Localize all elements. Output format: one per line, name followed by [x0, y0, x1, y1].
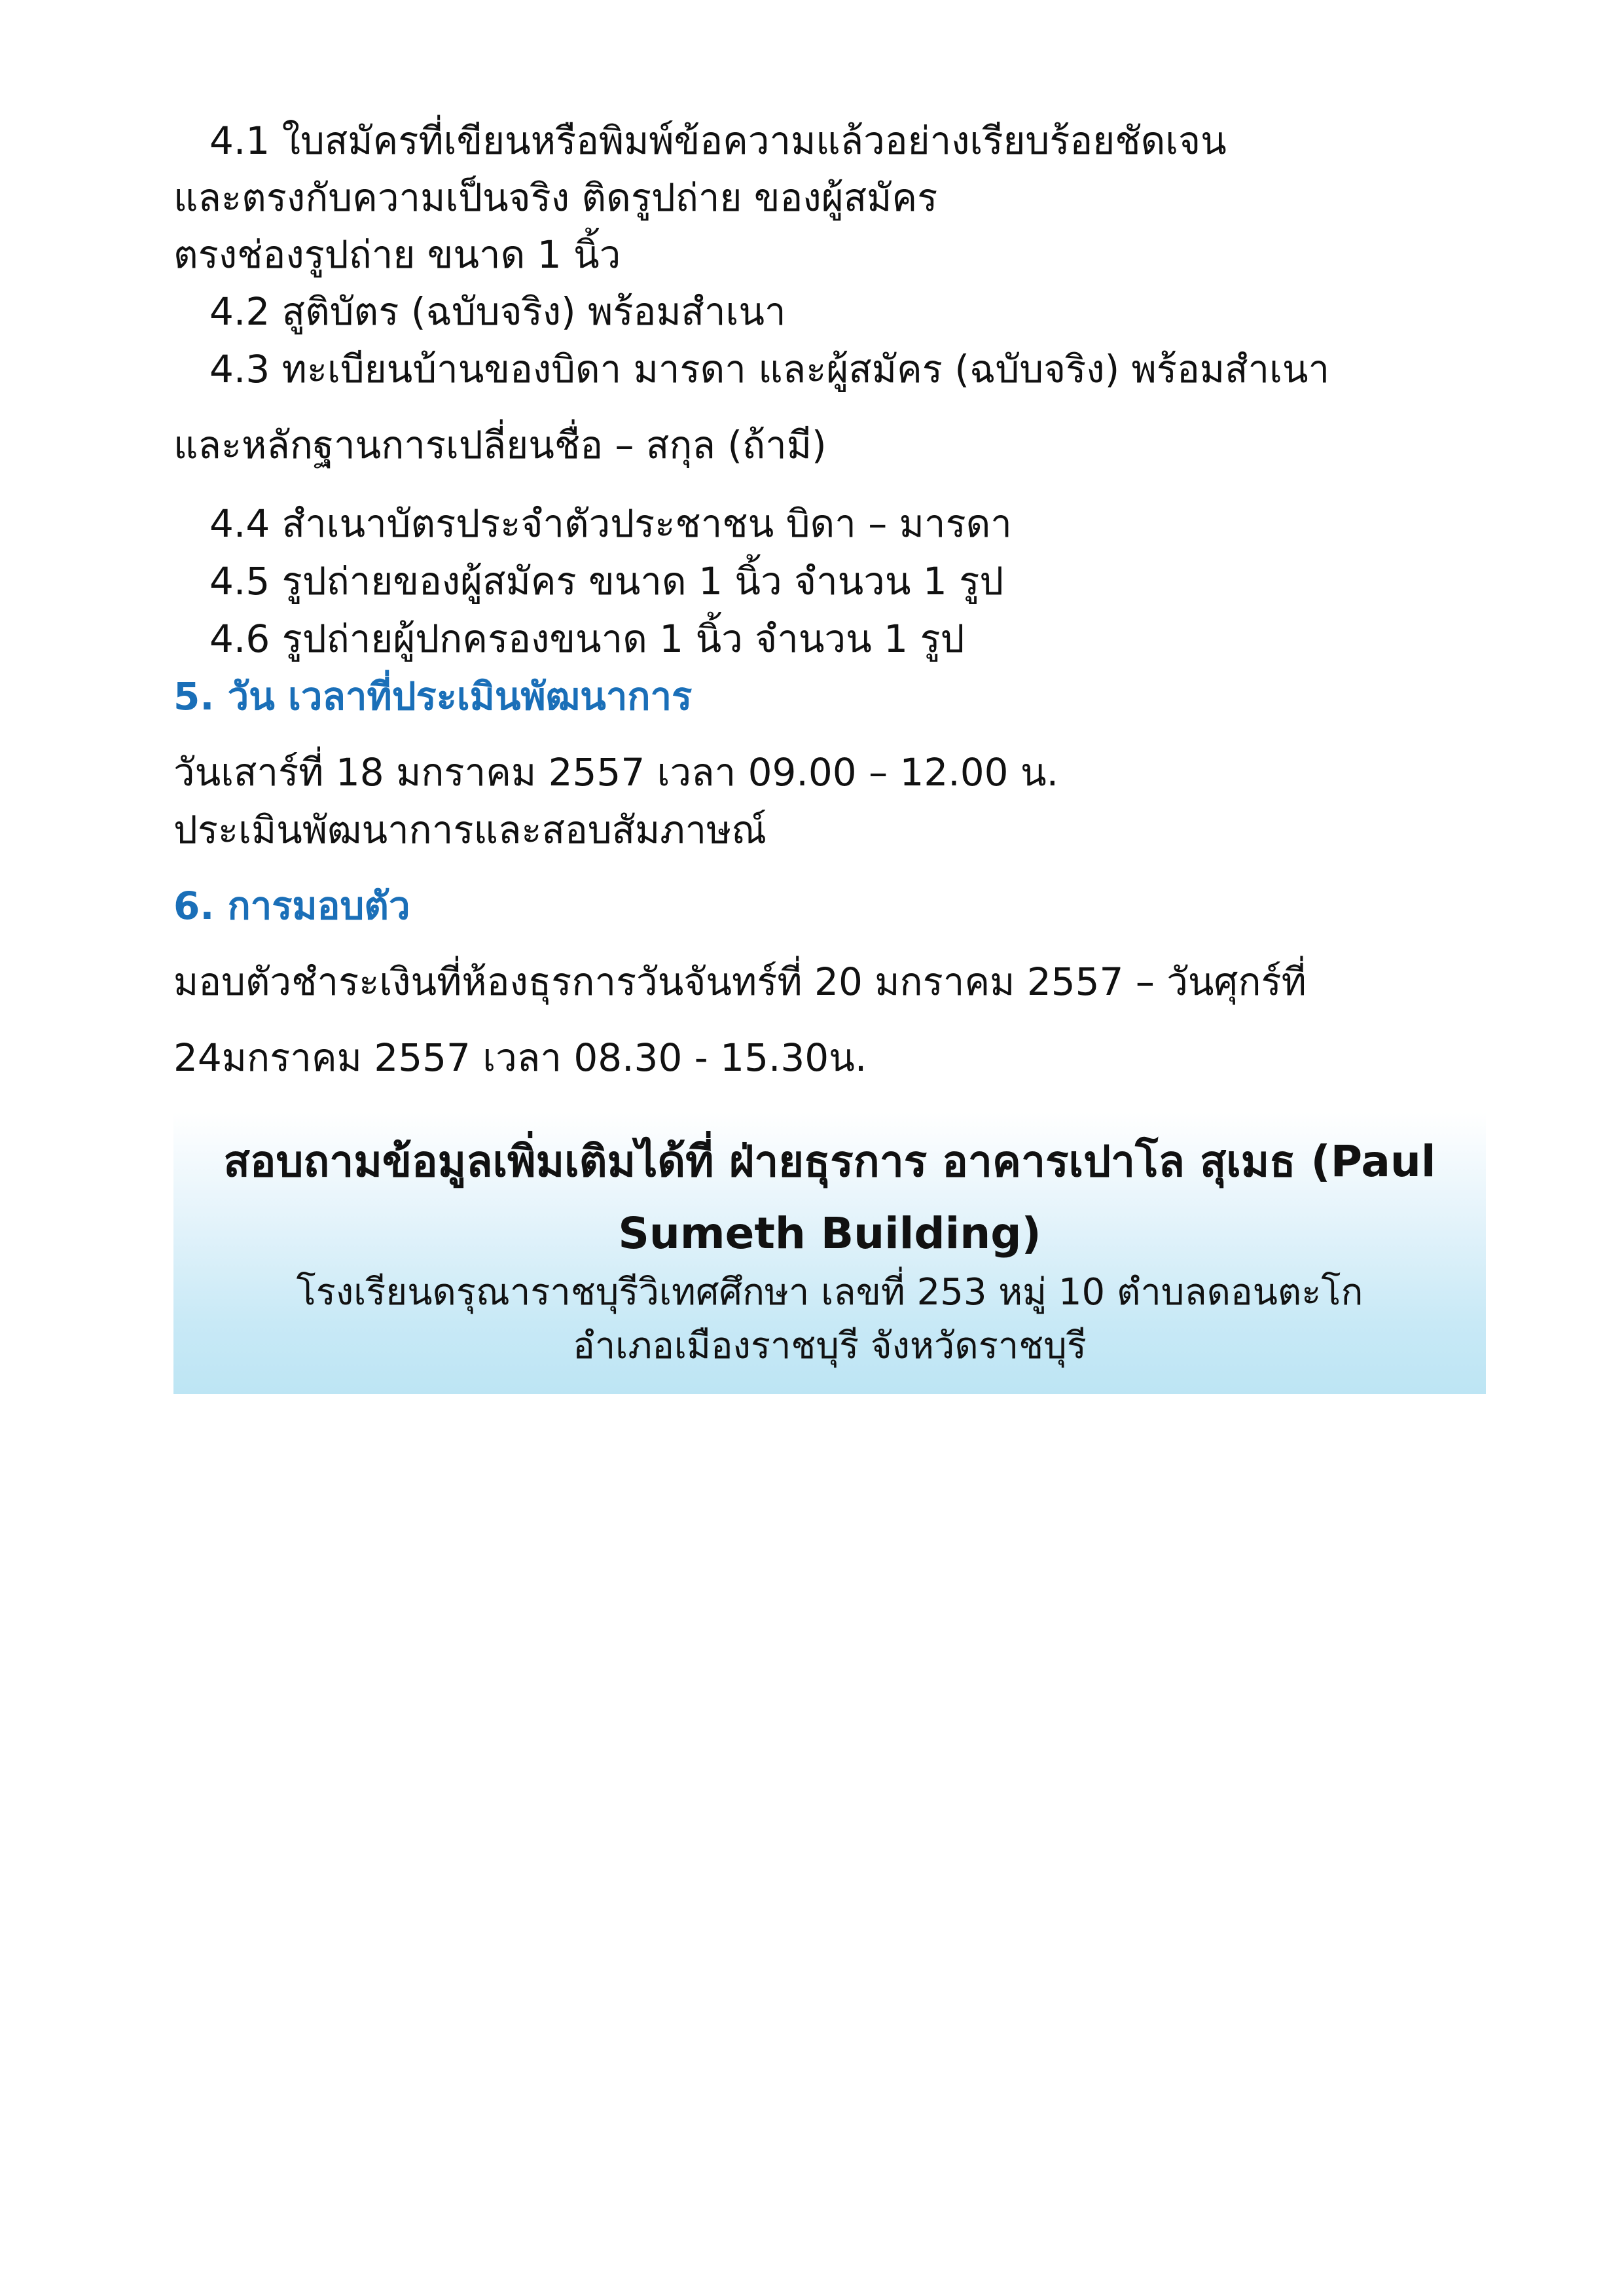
- item-4-4: 4.4 สำเนาบัตรประจำตัวประชาชน บิดา – มารดา: [209, 501, 1012, 546]
- contact-title-line-2: Sumeth Building): [618, 1208, 1041, 1259]
- item-4-1-continuation-1: และตรงกับความเป็นจริง ติดรูปถ่าย ของผู้สมัคร: [173, 175, 938, 220]
- item-4-1-continuation-2: ตรงช่องรูปถ่าย ขนาด 1 นิ้ว: [173, 232, 621, 277]
- contact-address-line-1: โรงเรียนดรุณาราชบุรีวิเทศศึกษา เลขที่ 253 หมู่ 10 ตำบลดอนตะโก: [296, 1271, 1363, 1314]
- contact-info-box: [173, 1113, 1486, 1394]
- item-4-3-continuation: และหลักฐานการเปลี่ยนชื่อ – สกุล (ถ้ามี): [173, 423, 827, 467]
- section-6-line-1: มอบตัวชำระเงินที่ห้องธุรการวันจันทร์ที่ 20 มกราคม 2557 – วันศุกร์ที่: [173, 960, 1307, 1004]
- section-6-line-2: 24มกราคม 2557 เวลา 08.30 - 15.30น.: [173, 1035, 867, 1080]
- item-4-1: 4.1 ใบสมัครที่เขียนหรือพิมพ์ข้อความแล้วอย่างเรียบร้อยชัดเจน: [209, 118, 1227, 163]
- section-5-line-1: วันเสาร์ที่ 18 มกราคม 2557 เวลา 09.00 – 12.00 น.: [173, 750, 1059, 795]
- contact-address-line-2: อำเภอเมืองราชบุรี จังหวัดราชบุรี: [573, 1325, 1087, 1367]
- contact-title-line-1: สอบถามข้อมูลเพิ่มเติมได้ที่ ฝ่ายธุรการ อาคารเปาโล สุเมธ (Paul: [223, 1136, 1436, 1187]
- item-4-3: 4.3 ทะเบียนบ้านของบิดา มารดา และผู้สมัคร (ฉบับจริง) พร้อมสำเนา: [209, 347, 1330, 391]
- section-5-line-2: ประเมินพัฒนาการและสอบสัมภาษณ์: [173, 808, 767, 852]
- section-5-heading: 5. วัน เวลาที่ประเมินพัฒนาการ: [173, 674, 693, 719]
- item-4-6: 4.6 รูปถ่ายผู้ปกครองขนาด 1 นิ้ว จำนวน 1 รูป: [209, 617, 965, 661]
- section-6-heading: 6. การมอบตัว: [173, 884, 410, 928]
- item-4-2: 4.2 สูติบัตร (ฉบับจริง) พร้อมสำเนา: [209, 289, 786, 334]
- item-4-5: 4.5 รูปถ่ายของผู้สมัคร ขนาด 1 นิ้ว จำนวน 1 รูป: [209, 559, 1004, 603]
